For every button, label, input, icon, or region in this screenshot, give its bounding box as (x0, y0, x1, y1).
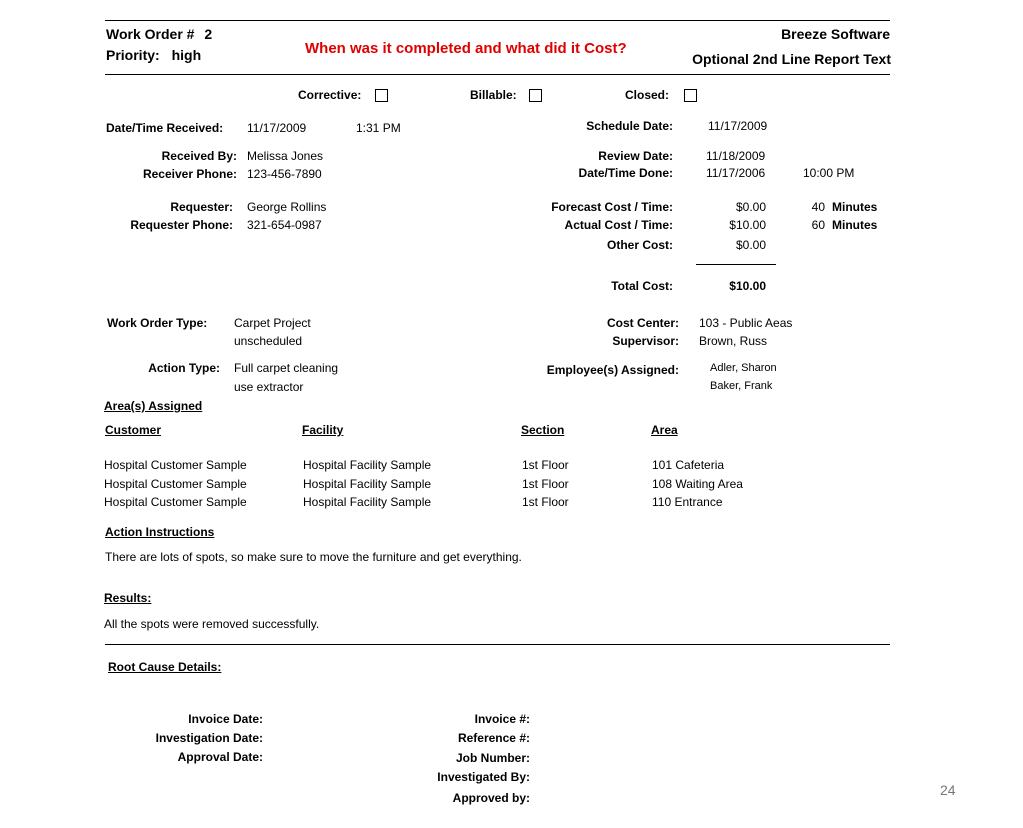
wo-type-value-1: Carpet Project (234, 316, 311, 330)
approved-by-label: Approved by: (452, 791, 530, 805)
corrective-checkbox[interactable] (375, 89, 388, 102)
slide-number: 24 (940, 782, 956, 798)
receiver-phone-label: Receiver Phone: (142, 167, 237, 181)
results-rule (105, 644, 890, 645)
schedule-date-value: 11/17/2009 (708, 119, 768, 133)
review-date-value: 11/18/2009 (706, 149, 766, 163)
job-number-label: Job Number: (455, 751, 530, 765)
investigation-date-label: Investigation Date: (155, 731, 263, 745)
header-rule (105, 74, 890, 75)
billable-checkbox[interactable] (529, 89, 542, 102)
requester-phone-label: Requester Phone: (130, 218, 233, 232)
supervisor-label: Supervisor: (612, 334, 679, 348)
investigated-by-label: Investigated By: (437, 770, 530, 784)
cell-facility: Hospital Facility Sample (303, 477, 432, 491)
forecast-label: Forecast Cost / Time: (551, 200, 673, 214)
report-text: Optional 2nd Line Report Text (692, 51, 891, 67)
employee-1: Adler, Sharon (710, 362, 777, 374)
priority-label: Priority: (106, 47, 160, 63)
approval-date-label: Approval Date: (177, 750, 263, 764)
date-done-value: 11/17/2006 (706, 166, 766, 180)
invoice-number-label: Invoice #: (474, 712, 530, 726)
question-annotation: When was it completed and what did it Cost? (305, 40, 627, 57)
cell-section: 1st Floor (522, 458, 569, 472)
forecast-cost-value: $0.00 (735, 200, 766, 214)
results-text: All the spots were removed successfully. (104, 617, 320, 631)
review-date-label: Review Date: (598, 149, 673, 163)
col-header-area: Area (651, 423, 678, 437)
action-type-value-2: use extractor (234, 380, 304, 394)
requester-phone-value: 321-654-0987 (247, 218, 322, 232)
cell-customer: Hospital Customer Sample (104, 458, 247, 472)
employees-label: Employee(s) Assigned: (546, 363, 679, 377)
col-header-facility: Facility (302, 423, 344, 437)
closed-label: Closed: (625, 88, 670, 102)
received-by-value: Melissa Jones (247, 149, 324, 163)
col-header-section: Section (521, 423, 565, 437)
cell-area: 108 Waiting Area (652, 477, 743, 491)
total-cost-value: $10.00 (729, 279, 766, 293)
work-order-label: Work Order # (106, 26, 195, 42)
cell-customer: Hospital Customer Sample (104, 495, 247, 509)
actual-cost-value: $10.00 (729, 218, 766, 232)
root-cause-title: Root Cause Details: (108, 660, 222, 674)
instructions-title: Action Instructions (105, 525, 215, 539)
cell-section: 1st Floor (522, 477, 569, 491)
requester-label: Requester: (170, 200, 233, 214)
cell-customer: Hospital Customer Sample (104, 477, 247, 491)
cell-section: 1st Floor (522, 495, 569, 509)
action-type-value-1: Full carpet cleaning (234, 361, 339, 375)
cost-center-value: 103 - Public Aeas (699, 316, 793, 330)
employee-2: Baker, Frank (710, 380, 773, 392)
receiver-phone-value: 123-456-7890 (247, 167, 322, 181)
results-title: Results: (104, 591, 152, 605)
date-received-label: Date/Time Received: (106, 121, 224, 135)
date-received-value: 11/17/2009 (247, 121, 307, 135)
cell-area: 101 Cafeteria (652, 458, 725, 472)
reference-number-label: Reference #: (457, 731, 530, 745)
areas-title: Area(s) Assigned (104, 399, 203, 413)
wo-type-label: Work Order Type: (107, 316, 208, 330)
work-order-title (106, 26, 212, 42)
closed-checkbox[interactable] (684, 89, 697, 102)
billable-label: Billable: (470, 88, 517, 102)
cell-facility: Hospital Facility Sample (303, 458, 432, 472)
date-done-label: Date/Time Done: (578, 166, 673, 180)
forecast-time-value: 40 (811, 200, 825, 214)
priority (106, 47, 201, 63)
col-header-customer: Customer (105, 423, 162, 437)
total-rule (696, 264, 776, 265)
supervisor-value: Brown, Russ (699, 334, 768, 348)
requester-value: George Rollins (247, 200, 327, 214)
company-name: Breeze Software (781, 26, 890, 42)
time-received-value: 1:31 PM (356, 121, 401, 135)
work-order-number: 2 (204, 26, 213, 42)
wo-type-value-2: unscheduled (234, 334, 303, 348)
actual-time-value: 60 (811, 218, 825, 232)
received-by-label: Received By: (161, 149, 237, 163)
top-rule (105, 20, 890, 21)
actual-label: Actual Cost / Time: (564, 218, 673, 232)
corrective-label: Corrective: (298, 88, 362, 102)
instructions-text: There are lots of spots, so make sure to move the furniture and get everything. (105, 550, 522, 564)
invoice-date-label: Invoice Date: (188, 712, 263, 726)
total-cost-label: Total Cost: (611, 279, 673, 293)
cost-center-label: Cost Center: (606, 316, 679, 330)
cell-area: 110 Entrance (652, 495, 723, 509)
actual-unit: Minutes (832, 218, 878, 232)
cell-facility: Hospital Facility Sample (303, 495, 432, 509)
time-done-value: 10:00 PM (803, 166, 855, 180)
forecast-unit: Minutes (832, 200, 878, 214)
priority-value: high (171, 47, 202, 63)
other-cost-value: $0.00 (735, 238, 766, 252)
schedule-date-label: Schedule Date: (586, 119, 673, 133)
other-cost-label: Other Cost: (607, 238, 673, 252)
action-type-label: Action Type: (148, 361, 220, 375)
